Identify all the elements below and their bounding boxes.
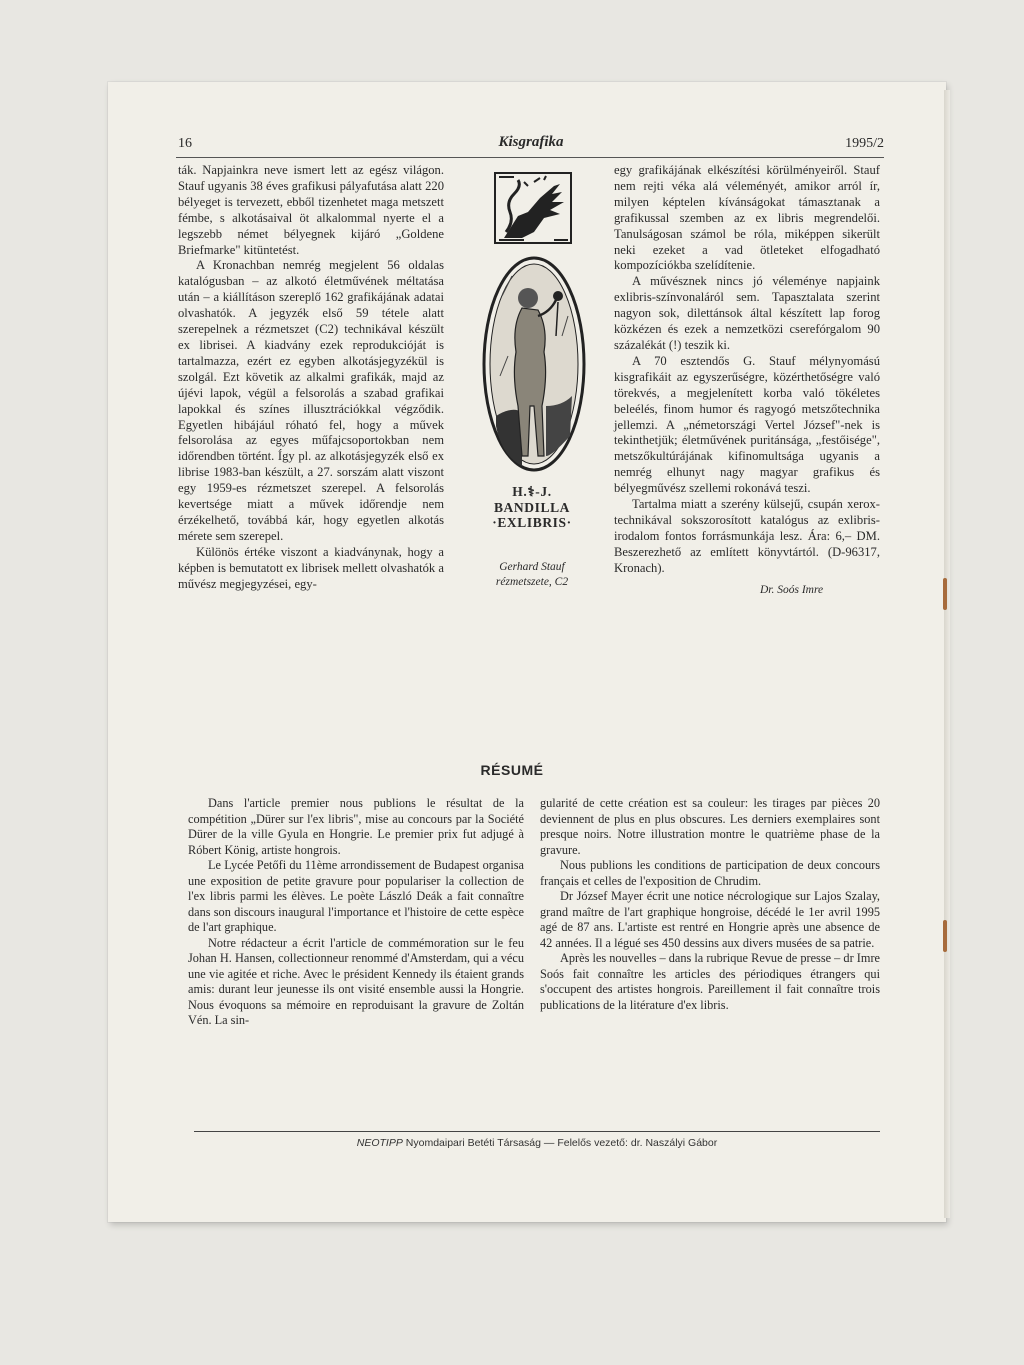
resume-left-paragraph-3: Notre rédacteur a écrit l'article de commémoration sur le feu Johan H. Hansen, collectionneur renommé d'Amsterdam, qui a vécu une vie agitée et riche. Avec le président Kennedy ils étaient grands amis: durant leur jeunesse ils ont visité ensemble aussi la Hongrie. Nous évoquons sa mémoire en reproduisant la gravure de Zoltán Vén. La sin- bbox=[188, 935, 524, 1027]
staple-bottom bbox=[943, 920, 947, 952]
resume-left-column bbox=[188, 796, 524, 1029]
exlibris-text bbox=[466, 484, 598, 531]
resume-right-column bbox=[540, 796, 880, 1013]
woodcut-hand-illustration bbox=[494, 172, 572, 244]
resume-left-paragraph-1: Dans l'article premier nous publions le résultat de la compétition „Dürer sur l'ex libris", mise au concours par la Société Dürer de la ville Gyula en Hongrie. Le premier prix fut adjugé à Róbert König, artiste hongrois. bbox=[188, 796, 524, 857]
page-edge bbox=[944, 90, 950, 1218]
resume-right-paragraph-1: gularité de cette création est sa couleur: les tirages par pièces 20 deviennent de plus en plus obscures. Les derniers exemplaires sont presque noirs. Notre illustration montre le quatrième phase de la gravure. bbox=[540, 796, 880, 857]
resume-heading: RÉSUMÉ bbox=[480, 762, 544, 778]
imprint-footer bbox=[194, 1137, 880, 1149]
right-paragraph-1: egy grafikájának elkészítési körülményeiről. Stauf nem rejti véka alá véleményét, amikor arról ír, milyen képtelen kívánságokat támasztanak a grafikussal szemben az ex libris megrendelői. Tanulságosan számol be róla, miképpen sikerült neki ezeket a vad ötleteket elfogadható kompozíciókba szelídítenie. bbox=[614, 163, 880, 273]
staple-top bbox=[943, 578, 947, 610]
image-caption: Gerhard Stauf rézmetszete, C2 bbox=[495, 561, 569, 588]
right-paragraph-4: Tartalma miatt a szerény külsejű, csupán xerox-technikával sokszorosított katalógus az exlibris-irodalom fontos forrásmunkája lesz. Ára: 6,– DM. Beszerezhető az említett könyvtártól. (D-96317, Kronach). bbox=[614, 497, 880, 575]
left-paragraph-1: ták. Napjainkra neve ismert lett az egész világon. Stauf ugyanis 38 éves grafikusi pályafutása alatt 220 bélyeget is tervezett, ebből tizenhetet maga metszett fémbe, s alkotásaival öt alkalommal nyerte el a legszebb német bélyegnek kijáró „Goldene Briefmarke" kitüntetést. bbox=[178, 163, 444, 257]
resume-right-paragraph-4: Après les nouvelles – dans la rubrique Revue de presse – dr Imre Soós fait connaître les articles des périodiques étrangers qui s'occupent des artistes hongrois. Pareillement il fait connaître trois publications de la litérature d'ex libris. bbox=[540, 951, 880, 1012]
right-paragraph-3: A 70 esztendős G. Stauf mélynyomású kisgrafikáit az egyszerűségre, közérthetőségre való törekvés, a megjelenített korba való tökéletes beleélés, finom humor és ragyogó metszőtechnika jellemzi. A „németországi Vertel József"-nek is tekinthetjük; életművének puritánsága, „festőisége", metszőkultúrájának kifinomultsága ugyanis a nemrég elhunyt nagy magyar grafikus és bélyegművész szellemi rokonává teszi. bbox=[614, 353, 880, 496]
printer-brand: NEOTIPP bbox=[356, 1137, 403, 1149]
resume-right-paragraph-2: Nous publions les conditions de participation de deux concours français et celles de l'exposition de Chrudim. bbox=[540, 858, 880, 888]
imprint-text: Nyomdaipari Betéti Társaság — Felelős vezető: dr. Naszályi Gábor bbox=[402, 1137, 718, 1149]
resume-left-paragraph-2: Le Lycée Petőfi du 11ème arrondissement de Budapest organisa une exposition de petite gravure pour populariser la collection de l'ex libris parmi les élèves. Le poète László Deák a fait connaître dans son discours inaugural l'importance et l'histoire de cette espèce de l'art graphique. bbox=[188, 858, 524, 934]
footer-rule bbox=[194, 1131, 880, 1132]
resume-right-paragraph-3: Dr József Mayer écrit une notice nécrologique sur Lajos Szalay, grand maître de l'art graphique hongroise, décédé le 1er avril 1995 agé de 87 ans. L'artiste est rentré en Hongrie après une absence de 42 années. Il a légué ses 450 dessins aux divers musées de sa patrie. bbox=[540, 889, 880, 950]
running-header bbox=[178, 134, 884, 156]
left-paragraph-2: A Kronachban nemrég megjelent 56 oldalas katalógusban – az alkotó életművének méltatása után – a kiállításon szereplő 162 grafikájának adatai olvashatók. A jegyzék első 59 tétele alatt szerepelnek a rézmetszet (C2) technikával készült ex librisei. A kiadvány ezek reprodukcióját is tartalmazza, ezért ez egyben alkotásjegyzékül is szolgál. Ezt követik az alkalmi grafikák, majd az újévi lapok, végül a felsorolás a szabad grafikai lapokkal és színes illusztrációkkal végződik. Egyetlen hibájául róható fel, hogy a művek felsorolása az egyes műfajcsoportokban nem időrendben történt. Így pl. az alkotásjegyzék első ex librise 1983-ban készült, a 27. sorszám alatt viszont egy 1959-es rézmetszet szerepel. A felsorolás kevertsége miatt a művek időrendje nem érzékelhető, továbbá kár, hogy egyetlen alkotás mérete sem szerepel. bbox=[178, 258, 444, 543]
issue-number: 1995/2 bbox=[845, 136, 884, 151]
header-rule bbox=[176, 157, 884, 158]
left-column bbox=[178, 163, 444, 592]
right-column bbox=[614, 163, 880, 577]
page-number: 16 bbox=[178, 136, 192, 151]
exlibris-name: BANDILLA bbox=[493, 499, 571, 515]
right-paragraph-2: A művésznek nincs jó véleménye napjaink exlibris-színvonaláról sem. Tapasztalata szerint nagyon sok, dilettánsok által készített lap forog közkézen és ezek a nemzetközi cserefórgalom 90 százalékát (!) teszik ki. bbox=[614, 274, 880, 352]
exlibris-oval-figure bbox=[482, 256, 586, 472]
journal-title: Kisgrafika bbox=[498, 134, 564, 150]
left-paragraph-3: Különös értéke viszont a kiadványnak, hogy a képben is bemutatott ex librisek mellett olvashatók a művész megjegyzései, egy- bbox=[178, 544, 444, 591]
author-signature: Dr. Soós Imre bbox=[760, 584, 824, 596]
exlibris-initials: H.⚕-J. bbox=[512, 484, 552, 499]
exlibris-label: ·EXLIBRIS· bbox=[492, 515, 572, 530]
